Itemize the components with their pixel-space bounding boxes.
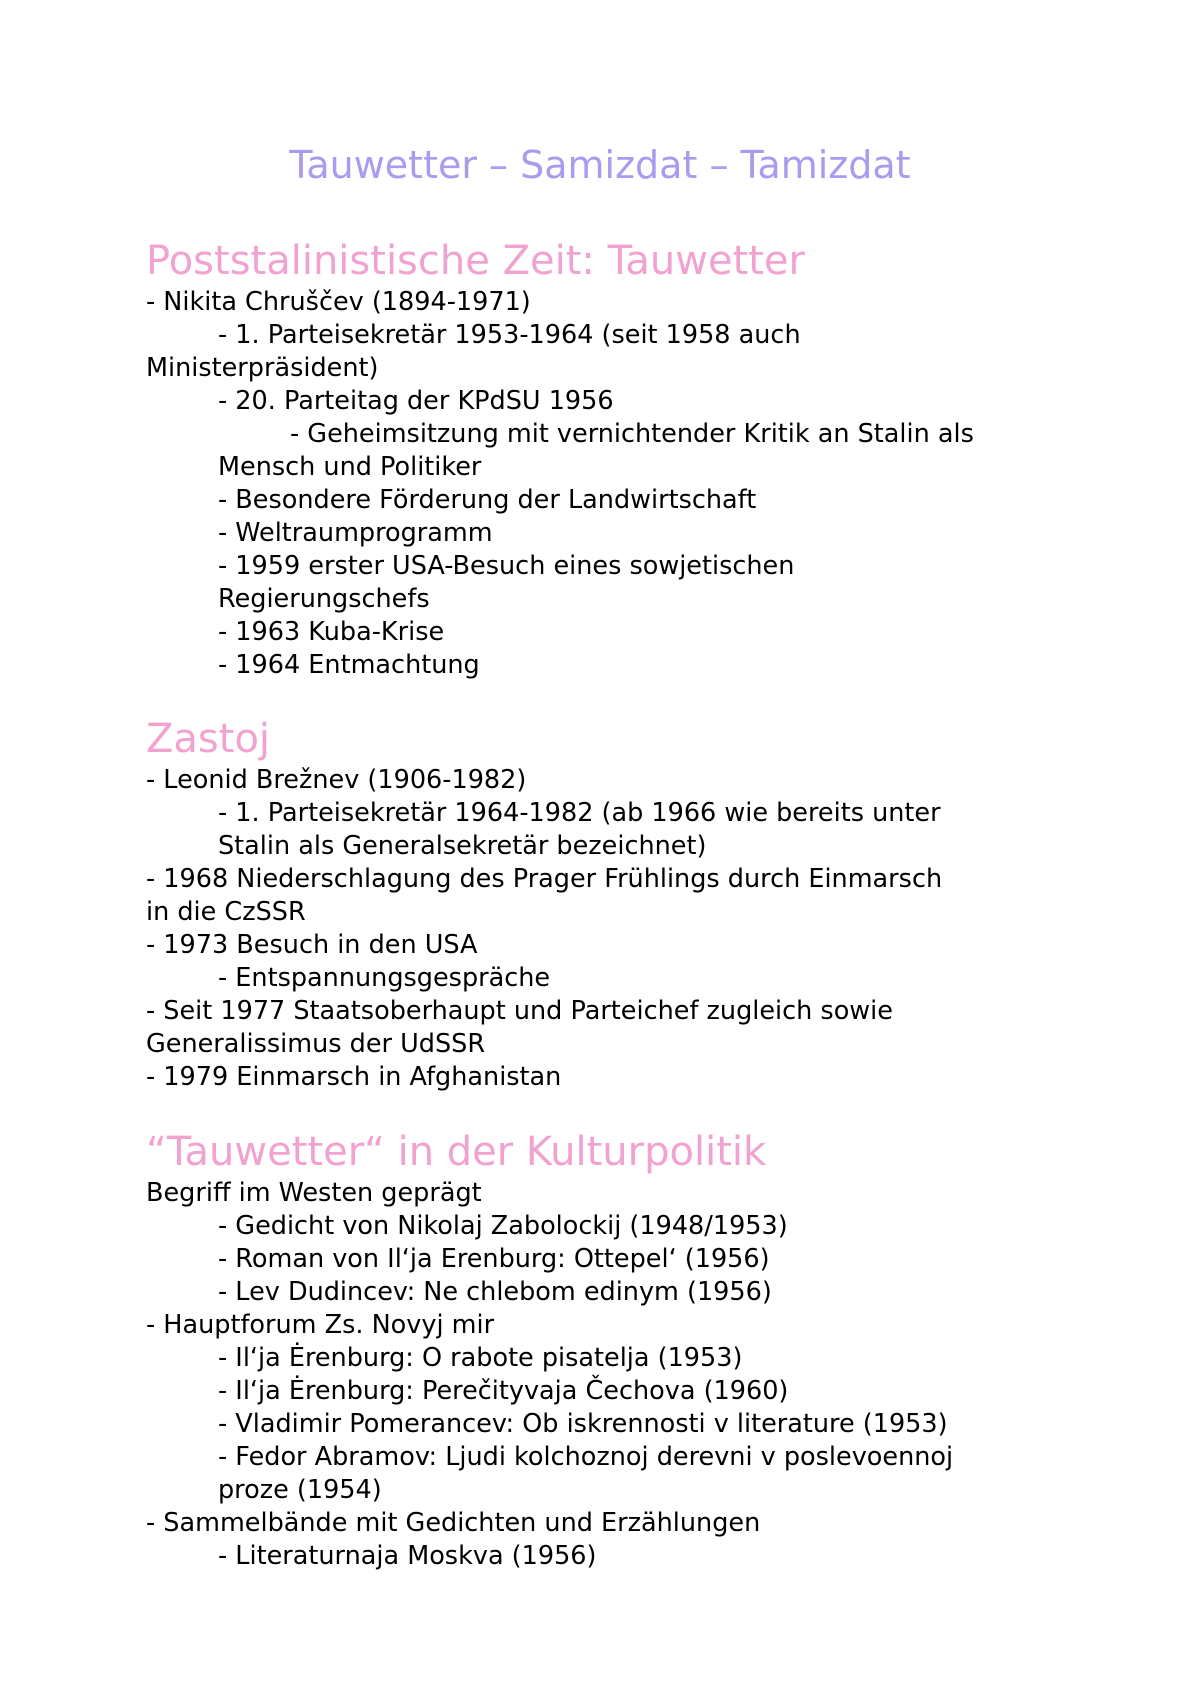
text-line: - Gedicht von Nikolaj Zabolockij (1948/1953)	[218, 1211, 788, 1241]
text-line: - Besondere Förderung der Landwirtschaft	[218, 485, 757, 515]
section-heading: “Tauwetter“ in der Kulturpolitik	[146, 1129, 767, 1175]
text-line: - Seit 1977 Staatsoberhaupt und Parteichef zugleich sowie	[146, 996, 893, 1026]
text-line: - Literaturnaja Moskva (1956)	[218, 1541, 597, 1571]
text-line: - Roman von Il‘ja Erenburg: Ottepel‘ (1956)	[218, 1244, 770, 1274]
text-line: proze (1954)	[218, 1475, 382, 1505]
text-line: - 1. Parteisekretär 1964-1982 (ab 1966 wie bereits unter	[218, 798, 941, 828]
section-heading: Poststalinistische Zeit: Tauwetter	[146, 238, 805, 284]
text-line: - 1964 Entmachtung	[218, 650, 480, 680]
text-line: - Entspannungsgespräche	[218, 963, 551, 993]
section-zastoj	[146, 714, 1046, 1094]
text-line: - Il‘ja Ėrenburg: O rabote pisatelja (1953)	[218, 1343, 743, 1373]
text-line: - Hauptforum Zs. Novyj mir	[146, 1310, 495, 1340]
text-line: - 1968 Niederschlagung des Prager Frühlings durch Einmarsch	[146, 864, 943, 894]
text-line: - 1959 erster USA-Besuch eines sowjetischen	[218, 551, 795, 581]
text-line: Begriff im Westen geprägt	[146, 1178, 482, 1208]
text-line: - 1973 Besuch in den USA	[146, 930, 478, 960]
text-line: Mensch und Politiker	[218, 452, 482, 482]
text-line: - 1963 Kuba-Krise	[218, 617, 445, 647]
text-line: - 1. Parteisekretär 1953-1964 (seit 1958 auch	[218, 320, 801, 350]
text-line: Stalin als Generalsekretär bezeichnet)	[218, 831, 707, 861]
section-poststalinistische-zeit	[146, 236, 1046, 682]
text-line: - Geheimsitzung mit vernichtender Kritik an Stalin als	[290, 419, 974, 449]
section-heading: Zastoj	[146, 716, 271, 762]
text-line: Generalissimus der UdSSR	[146, 1029, 486, 1059]
text-line: - Lev Dudincev: Ne chlebom edinym (1956)	[218, 1277, 772, 1307]
text-line: Regierungschefs	[218, 584, 430, 614]
text-line: Ministerpräsident)	[146, 353, 379, 383]
text-line: - 1979 Einmarsch in Afghanistan	[146, 1062, 562, 1092]
section-tauwetter-kulturpolitik	[146, 1127, 1046, 1573]
document-title: Tauwetter – Samizdat – Tamizdat	[289, 143, 911, 187]
text-line: - Il‘ja Ėrenburg: Perečityvaja Čechova (1960)	[218, 1376, 789, 1406]
text-line: - Fedor Abramov: Ljudi kolchoznoj derevni v poslevoennoj	[218, 1442, 954, 1472]
text-line: - Nikita Chruščev (1894-1971)	[146, 287, 531, 317]
text-line: - Sammelbände mit Gedichten und Erzählungen	[146, 1508, 761, 1538]
text-line: - Vladimir Pomerancev: Ob iskrennosti v literature (1953)	[218, 1409, 948, 1439]
text-line: - Leonid Brežnev (1906-1982)	[146, 765, 527, 795]
text-line: - 20. Parteitag der KPdSU 1956	[218, 386, 614, 416]
text-line: in die CzSSR	[146, 897, 306, 927]
text-line: - Weltraumprogramm	[218, 518, 493, 548]
